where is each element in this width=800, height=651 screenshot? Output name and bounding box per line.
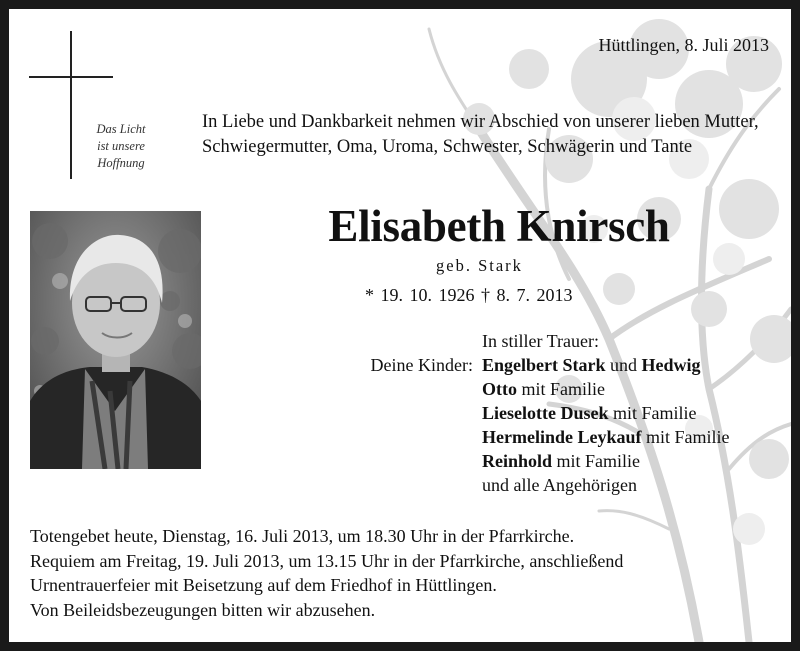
mourners-heading: In stiller Trauer: xyxy=(482,331,599,351)
mourner-line: Hermelinde Leykauf mit Familie xyxy=(482,427,730,447)
mourners-closing: und alle Angehörigen xyxy=(482,475,637,495)
mourner-line: Lieselotte Dusek mit Familie xyxy=(482,403,697,423)
deceased-name: Elisabeth Knirsch xyxy=(328,201,670,251)
motto xyxy=(81,121,161,172)
notice-line: Requiem am Freitag, 19. Juli 2013, um 13.15 Uhr in der Pfarrkirche, anschließend xyxy=(30,550,624,571)
service-notice xyxy=(30,524,790,622)
mourner-line: Reinhold mit Familie xyxy=(482,451,641,471)
mourner-line: Otto mit Familie xyxy=(482,379,605,399)
portrait-photo xyxy=(30,211,201,469)
motto-line: Hoffnung xyxy=(97,156,145,170)
children-label: Deine Kinder: xyxy=(370,355,473,375)
notice-line: Von Beileidsbezeugungen bitten wir abzusehen. xyxy=(30,599,376,620)
notice-line: Totengebet heute, Dienstag, 16. Juli 2013, um 18.30 Uhr in der Pfarrkirche. xyxy=(30,526,575,546)
mourners-list xyxy=(482,329,730,497)
life-dates: * 19. 10. 1926 † 8. 7. 2013 xyxy=(365,285,573,305)
motto-line: ist unsere xyxy=(97,139,145,153)
mourner-line: Engelbert Stark und Hedwig xyxy=(482,355,701,375)
intro-text: In Liebe und Dankbarkeit nehmen wir Abschied von unserer lieben Mutter, Schwiegermutter, Oma, Uroma, Schwester, Schwägerin und Tante xyxy=(202,112,759,157)
obituary-notice xyxy=(9,9,791,642)
motto-line: Das Licht xyxy=(96,122,146,136)
maiden-name: geb. Stark xyxy=(436,256,523,275)
place-date: Hüttlingen, 8. Juli 2013 xyxy=(598,35,769,55)
notice-line: Urnentrauerfeier mit Beisetzung auf dem Friedhof in Hüttlingen. xyxy=(30,575,497,595)
